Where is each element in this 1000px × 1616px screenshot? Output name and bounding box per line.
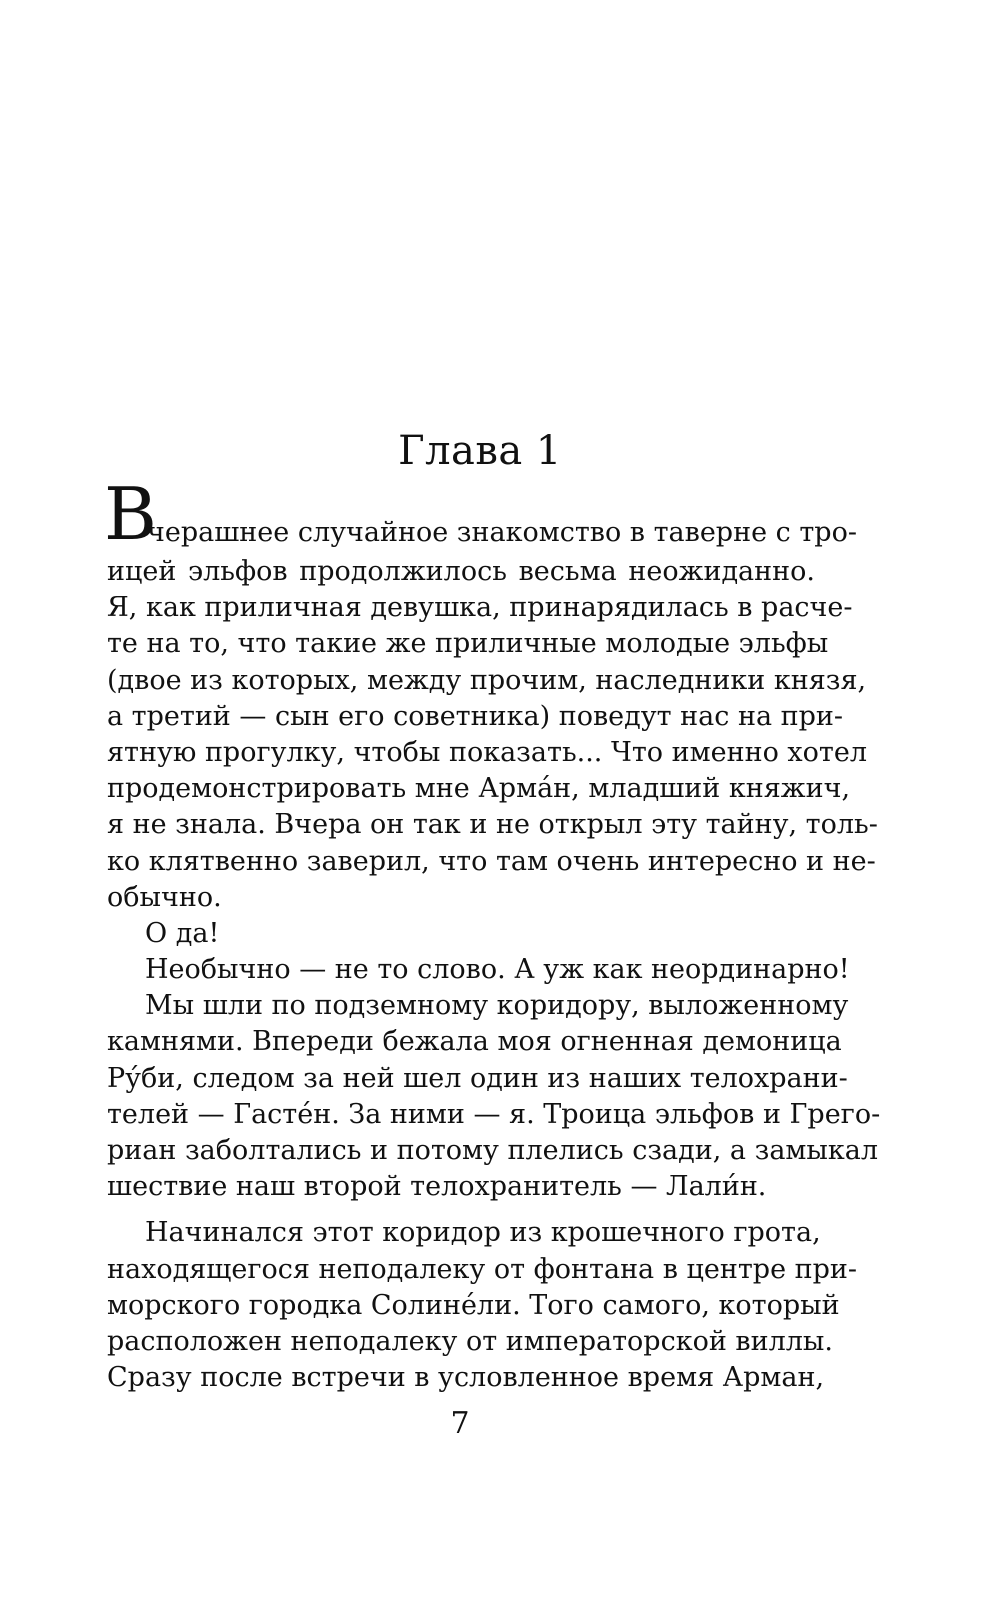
text-line: расположен неподалеку от императорской виллы. [107, 1325, 833, 1357]
text-line: Необычно — не то слово. А уж как неординарно! [145, 954, 850, 986]
text-line: ко клятвенно заверил, что там очень интересно и не- [107, 845, 876, 877]
text-line: ицей эльфов продолжилось весьма неожиданно. [107, 556, 815, 587]
text-line: Мы шли по подземному коридору, выложенному [145, 990, 849, 1022]
text-line: продемонстрировать мне Арма́н, младший княжич, [107, 773, 851, 805]
text-line: черашнее случайное знакомство в таверне с тро- [147, 517, 857, 548]
text-line: Ру́би, следом за ней шел один из наших телохрани- [107, 1062, 848, 1094]
text-line: а третий — сын его советника) поведут нас на при- [107, 700, 844, 732]
text-line: риан заболтались и потому плелись сзади, а замыкал [107, 1135, 879, 1166]
first-line [104, 472, 857, 556]
text-line: Сразу после встречи в условленное время Арман, [107, 1362, 825, 1394]
text-line: Начинался этот коридор из крошечного грота, [145, 1217, 821, 1249]
paragraph-gap [107, 1205, 815, 1215]
drop-cap: В [104, 472, 157, 556]
text-line: морского городка Солине́ли. Того самого, который [107, 1289, 840, 1321]
text-line: камнями. Впереди бежала моя огненная демоница [107, 1026, 842, 1058]
text-line: Я, как приличная девушка, принарядилась в расче- [107, 592, 853, 624]
text-line: шествие наш второй телохранитель — Лали́н. [107, 1171, 767, 1203]
text-line: обычно. [107, 881, 222, 913]
text-line: я не знала. Вчера он так и не открыл эту тайну, толь- [107, 809, 878, 841]
text-line: ятную прогулку, чтобы показать... Что именно хотел [107, 736, 867, 768]
text-line: О да! [145, 917, 220, 949]
body-text [104, 472, 881, 1396]
text-line: находящегося неподалеку от фонтана в центре при- [107, 1253, 858, 1285]
text-line: телей — Гасте́н. За ними — я. Троица эльфов и Грего- [107, 1098, 881, 1130]
text-line: (двое из которых, между прочим, наследники князя, [107, 664, 867, 696]
chapter-title: Глава 1 [398, 428, 562, 474]
page-number: 7 [450, 1406, 470, 1441]
text-line: те на то, что такие же приличные молодые эльфы [107, 628, 829, 660]
